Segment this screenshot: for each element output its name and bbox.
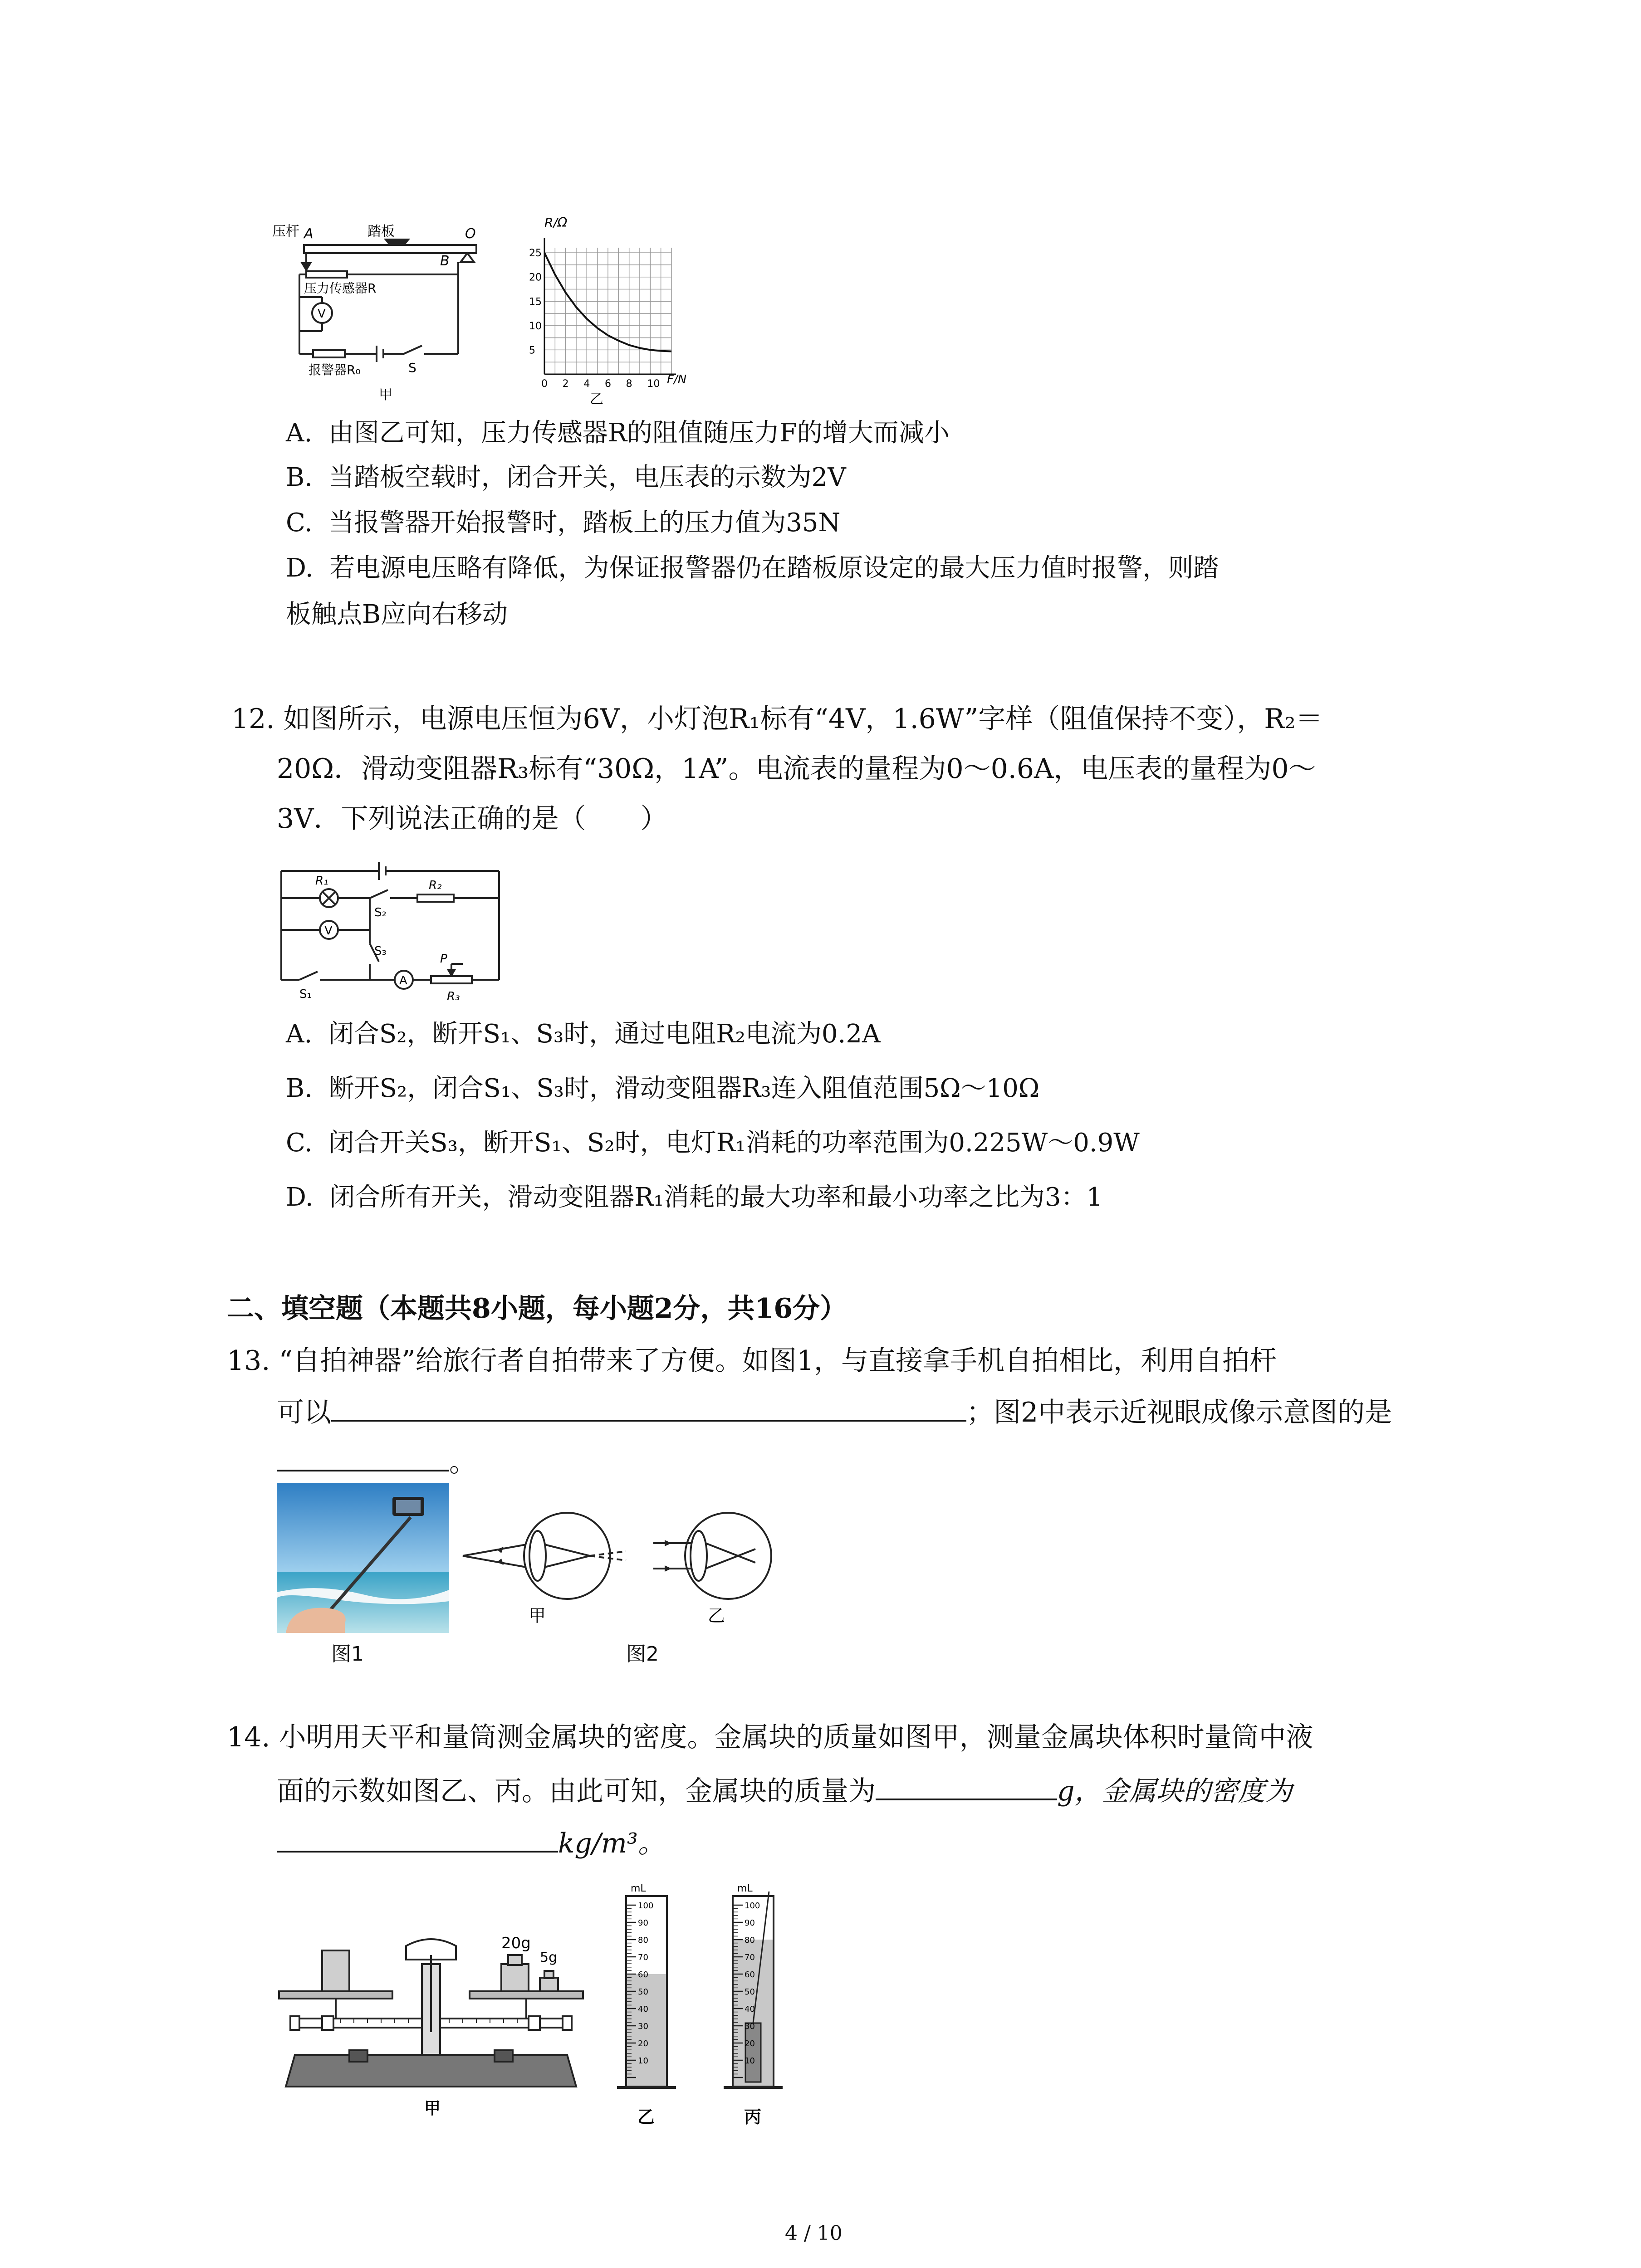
eye-yi-caption: 乙 <box>708 1606 725 1626</box>
cylinder-tick-label: 80 <box>638 1936 648 1945</box>
cylinder-tick-label: 100 <box>638 1901 654 1911</box>
q14-cylinder-yi <box>612 1878 694 2132</box>
option-text: 闭合所有开关，滑动变阻器R₁消耗的最大功率和最小功率之比为3：1 <box>329 1183 1103 1212</box>
label-sensor: 压力传感器R <box>304 281 377 296</box>
q11-option-a[interactable] <box>286 415 950 451</box>
option-letter: C. <box>286 508 313 538</box>
chart-ticks <box>529 248 660 390</box>
label-o: O <box>465 226 476 242</box>
label-b: B <box>440 253 450 269</box>
label-v: V <box>324 924 333 938</box>
chart-grid <box>544 248 671 374</box>
q11-figure-jia <box>272 218 481 408</box>
weight-5g-label: 5g <box>540 1950 558 1965</box>
option-letter: B. <box>286 1074 313 1103</box>
metal-block-in-cylinder <box>745 2023 761 2082</box>
cylinder-bing-unit: mL <box>737 1883 753 1894</box>
q12-option-b[interactable] <box>286 1070 1039 1107</box>
q13-blank-1[interactable] <box>331 1393 966 1422</box>
q12-stem-2: 20Ω．滑动变阻器R₃标有“30Ω，1A”。电流表的量程为0～0.6A，电压表的量程为0～ <box>277 753 1316 785</box>
q14-stem-1: 小明用天平和量筒测金属块的密度。金属块的质量如图甲，测量金属块体积时量筒中液 <box>279 1721 1313 1753</box>
label-r1: R₁ <box>315 874 328 888</box>
option-text: 断开S₂，闭合S₁、S₃时，滑动变阻器R₃连入阻值范围5Ω～10Ω <box>328 1074 1040 1103</box>
option-letter: A. <box>286 418 313 448</box>
y-tick-label: 25 <box>529 248 542 259</box>
label-s3: S₃ <box>374 944 387 958</box>
label-a: A <box>399 974 407 987</box>
x-tick-label: 2 <box>562 378 569 390</box>
x-tick-label: 4 <box>583 378 590 390</box>
cylinder-tick-label: 50 <box>638 1987 648 1997</box>
label-p: P <box>440 952 447 966</box>
x-tick-label: 6 <box>605 378 611 390</box>
q12-stem-3: 3V．下列说法正确的是（ ） <box>277 803 668 835</box>
q11-option-b[interactable] <box>286 459 846 496</box>
cylinder-tick-label: 40 <box>638 2004 648 2014</box>
option-text: 当踏板空载时，闭合开关，电压表的示数为2V <box>328 463 846 492</box>
q13-fig1-caption: 图1 <box>331 1642 364 1666</box>
q13-stem-1: “自拍神器”给旅行者自拍带来了方便。如图1，与直接拿手机自拍相比，利用自拍杆 <box>279 1345 1277 1377</box>
q11-option-d[interactable] <box>286 550 1219 587</box>
cylinder-tick-label: 60 <box>745 1970 755 1980</box>
cylinder-tick-label: 100 <box>745 1901 760 1911</box>
q13-fig2-caption: 图2 <box>626 1642 659 1666</box>
q13-stem-3: 。 <box>449 1447 476 1478</box>
caption-yi: 乙 <box>590 391 603 407</box>
option-text: 由图乙可知，压力传感器R的阻值随压力F的增大而减小 <box>328 418 950 448</box>
q14-line3 <box>277 1823 665 1862</box>
y-tick-label: 15 <box>529 296 542 308</box>
q13-figure-2-eyes <box>454 1501 803 1633</box>
option-text: 若电源电压略有降低，为保证报警器仍在踏板原设定的最大压力值时报警，则踏 <box>329 553 1219 583</box>
question-number: 14. <box>227 1721 270 1753</box>
option-letter: D. <box>286 553 314 583</box>
q12-option-d[interactable] <box>286 1179 1102 1216</box>
eye-jia-caption: 甲 <box>529 1606 546 1626</box>
q12-option-c[interactable] <box>286 1125 1140 1161</box>
option-letter: B. <box>286 463 313 492</box>
caption-jia: 甲 <box>379 387 392 403</box>
cylinder-yi-caption: 乙 <box>637 2107 655 2127</box>
cylinder-tick-label: 20 <box>638 2039 648 2048</box>
cylinder-yi-unit: mL <box>631 1883 646 1894</box>
y-tick-label: 20 <box>529 272 542 284</box>
q13-stem-2a: 可以 <box>277 1397 331 1428</box>
section-2-title: 二、填空题（本题共8小题，每小题2分，共16分） <box>227 1293 847 1325</box>
page-number: 4 / 10 <box>785 2222 843 2245</box>
balance-caption: 甲 <box>424 2099 441 2118</box>
q14-line2 <box>277 1771 1292 1809</box>
x-tick-label: 10 <box>647 378 660 390</box>
q14-blank-density[interactable] <box>277 1823 558 1853</box>
cylinder-tick-label: 10 <box>638 2056 648 2066</box>
q13-figure-1-selfie <box>277 1483 449 1633</box>
q13-stem-2b: ；图2中表示近视眼成像示意图的是 <box>966 1397 1392 1428</box>
cylinder-tick-label: 30 <box>745 2022 755 2031</box>
label-voltmeter: V <box>318 307 326 321</box>
cylinder-bing-caption: 丙 <box>744 2107 762 2127</box>
weight-20g-label: 20g <box>501 1934 531 1952</box>
option-letter: A. <box>286 1019 313 1049</box>
option-text: 闭合S₂，断开S₁、S₃时，通过电阻R₂电流为0.2A <box>328 1019 881 1049</box>
q14-cylinder-bing <box>719 1878 801 2132</box>
label-taban: 踏板 <box>367 224 395 240</box>
x-tick-label: 8 <box>626 378 632 390</box>
q14-stem-2b: g，金属块的密度为 <box>1057 1775 1293 1807</box>
label-alarm: 报警器R₀ <box>309 362 361 377</box>
q11-option-d-cont <box>286 596 508 633</box>
label-switch: S <box>408 360 416 375</box>
q14-line1 <box>227 1719 1313 1755</box>
cylinder-tick-label: 10 <box>745 2056 755 2066</box>
q13-blank-2[interactable] <box>277 1442 449 1471</box>
y-tick-label: 5 <box>529 345 535 357</box>
q13-line3 <box>277 1442 476 1481</box>
q14-blank-mass[interactable] <box>876 1771 1057 1800</box>
q11-option-c[interactable] <box>286 505 841 541</box>
cylinder-tick-label: 90 <box>745 1918 755 1928</box>
label-r3: R₃ <box>447 990 460 1003</box>
cylinder-tick-label: 40 <box>745 2004 755 2014</box>
cylinder-tick-label: 80 <box>745 1936 755 1945</box>
q13-line2 <box>277 1393 1392 1431</box>
cylinder-tick-label: 90 <box>638 1918 648 1928</box>
q14-balance <box>277 1905 594 2118</box>
q11-figure-yi-chart <box>517 213 699 408</box>
option-text-cont: 板触点B应向右移动 <box>286 600 508 629</box>
option-letter: D. <box>286 1183 314 1212</box>
cylinder-tick-label: 70 <box>745 1953 755 1962</box>
cylinder-tick-label: 30 <box>638 2022 648 2031</box>
y-axis-label: R/Ω <box>544 215 568 230</box>
chart-axes <box>544 238 676 374</box>
q13-line1 <box>227 1343 1277 1379</box>
x-tick-label: 0 <box>541 378 548 390</box>
cylinder-tick-label: 60 <box>638 1970 648 1980</box>
question-number: 13. <box>227 1345 270 1377</box>
cylinder-tick-label: 50 <box>745 1987 755 1997</box>
option-text: 闭合开关S₃，断开S₁、S₂时，电灯R₁消耗的功率范围为0.225W～0.9W <box>328 1128 1140 1158</box>
label-a: A <box>304 226 314 242</box>
option-letter: C. <box>286 1128 313 1158</box>
q12-line2 <box>277 751 1316 787</box>
question-number: 12. <box>231 703 275 735</box>
label-yagan: 压杆 <box>272 224 299 240</box>
q12-stem-1: 如图所示，电源电压恒为6V，小灯泡R₁标有“4V，1.6W”字样（阻值保持不变），R₂＝ <box>283 703 1323 735</box>
q12-line3 <box>277 801 668 837</box>
cylinder-tick-label: 20 <box>745 2039 755 2048</box>
q12-circuit-diagram <box>272 853 508 1016</box>
q12-option-a[interactable] <box>286 1016 880 1052</box>
option-text: 当报警器开始报警时，踏板上的压力值为35N <box>328 508 841 538</box>
q14-stem-3: kg/m³。 <box>558 1828 665 1859</box>
q12-line1 <box>231 701 1323 737</box>
cylinder-tick-label: 70 <box>638 1953 648 1962</box>
label-s2: S₂ <box>374 906 387 919</box>
label-s1: S₁ <box>299 987 312 1001</box>
y-tick-label: 10 <box>529 320 542 332</box>
q14-stem-2a: 面的示数如图乙、丙。由此可知，金属块的质量为 <box>277 1775 876 1807</box>
label-r2: R₂ <box>429 879 442 892</box>
x-axis-label: F/N <box>667 373 687 386</box>
